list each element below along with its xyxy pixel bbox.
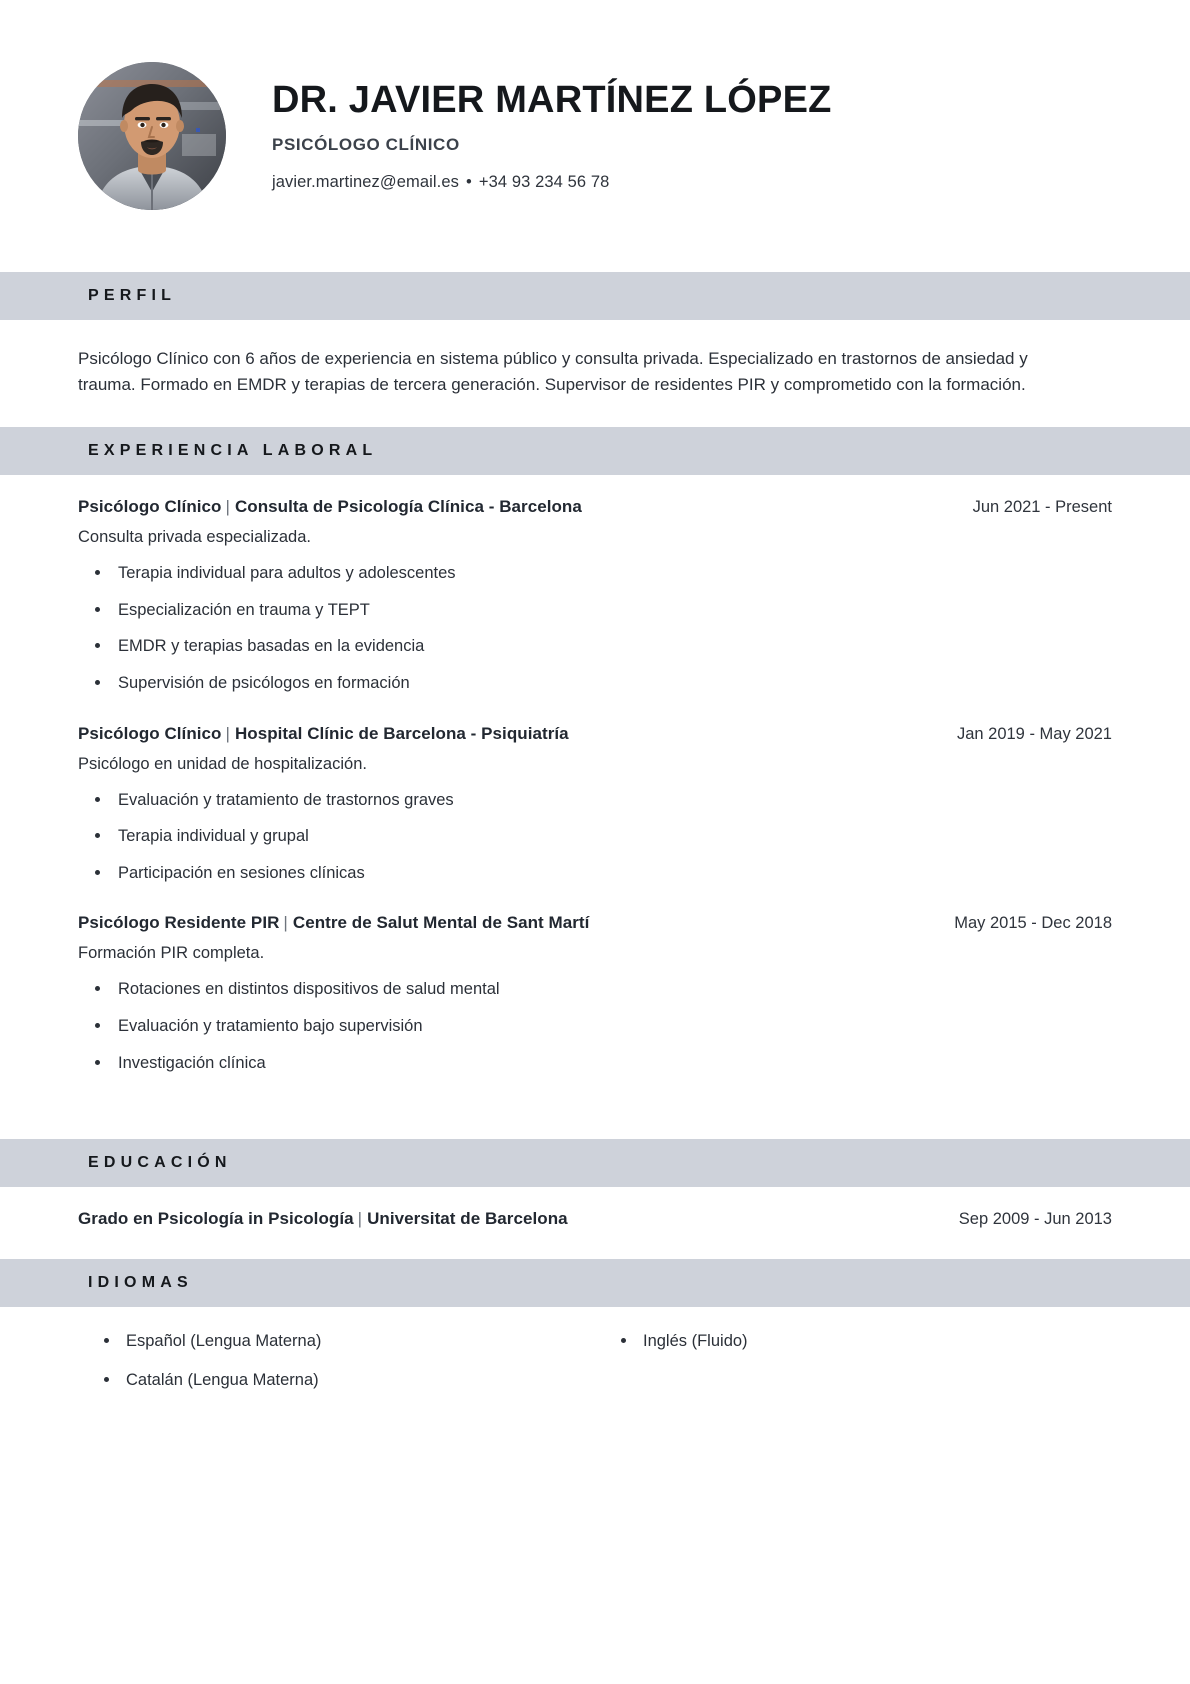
section-band-experience (0, 427, 1190, 475)
experience-section (0, 475, 1190, 1099)
education-school: Universitat de Barcelona (367, 1209, 568, 1229)
entry-org: Hospital Clínic de Barcelona - Psiquiatría (234, 723, 569, 743)
entry-org: Consulta de Psicología Clínica - Barcelona (234, 497, 582, 516)
section-spacer (0, 1099, 1190, 1139)
profile-section (0, 320, 1190, 427)
section-heading-languages: IDIOMAS (88, 1274, 193, 1292)
profile-photo-icon (78, 62, 226, 210)
list-item: Terapia individual para adultos y adolescentes (78, 563, 1112, 584)
experience-entry (78, 497, 1112, 694)
entry-title (78, 497, 582, 517)
entry-header (78, 1209, 1112, 1229)
list-item: Supervisión de psicólogos en formación (78, 673, 1112, 694)
entry-header (78, 913, 1112, 933)
list-item: Participación en sesiones clínicas (78, 863, 1112, 884)
education-entry (78, 1209, 1112, 1229)
phone-text: +34 93 234 56 78 (478, 173, 610, 192)
entry-bullets (78, 563, 1112, 694)
entry-summary: Formación PIR completa. (78, 944, 265, 963)
resume-header (0, 0, 1190, 272)
entry-title (78, 1209, 568, 1229)
entry-date: Sep 2009 - Jun 2013 (958, 1210, 1112, 1229)
section-heading-education: EDUCACIÓN (88, 1154, 232, 1172)
section-heading-profile: PERFIL (88, 287, 177, 304)
list-item: Terapia individual y grupal (78, 826, 1112, 847)
identity-block (272, 80, 1130, 193)
entry-date: Jun 2021 - Present (972, 498, 1112, 516)
entry-role: Psicólogo Clínico (78, 723, 222, 743)
entry-header (78, 724, 1112, 744)
entry-summary: Consulta privada especializada. (78, 528, 311, 546)
entry-org: Centre de Salut Mental de Sant Martí (292, 913, 590, 933)
list-item: Español (Lengua Materna) (78, 1331, 595, 1352)
section-band-languages (0, 1259, 1190, 1307)
job-title: PSICÓLOGO CLÍNICO (272, 135, 460, 155)
entry-bullets (78, 790, 1112, 884)
entry-date: Jan 2019 - May 2021 (956, 724, 1112, 743)
section-band-education (0, 1139, 1190, 1187)
entry-title (78, 913, 589, 933)
entry-pipe: | (225, 497, 230, 516)
email-text: javier.martinez@email.es (272, 173, 459, 192)
page-title: DR. JAVIER MARTÍNEZ LÓPEZ (272, 78, 832, 121)
education-list (78, 1187, 1112, 1259)
list-item: EMDR y terapias basadas en la evidencia (78, 636, 1112, 657)
entry-bullets (78, 979, 1112, 1073)
entry-role: Psicólogo Clínico (78, 497, 222, 516)
list-item: Rotaciones en distintos dispositivos de salud mental (78, 979, 1112, 1000)
list-item: Especialización en trauma y TEPT (78, 600, 1112, 621)
entry-pipe: | (225, 723, 230, 743)
contact-separator: • (465, 173, 472, 192)
entry-pipe: | (357, 1209, 363, 1229)
section-heading-experience: EXPERIENCIA LABORAL (88, 442, 378, 459)
contact-line (272, 173, 1130, 192)
avatar (78, 62, 226, 210)
entry-header (78, 497, 1112, 517)
list-item: Evaluación y tratamiento de trastornos graves (78, 790, 1112, 811)
languages-section (0, 1307, 1190, 1438)
entry-summary: Psicólogo en unidad de hospitalización. (78, 754, 367, 773)
entry-date: May 2015 - Dec 2018 (954, 914, 1112, 933)
experience-list (78, 475, 1112, 1099)
entry-role: Psicólogo Residente PIR (78, 913, 280, 933)
list-item: Inglés (Fluido) (595, 1331, 1112, 1352)
experience-entry (78, 724, 1112, 884)
list-item: Catalán (Lengua Materna) (78, 1370, 595, 1391)
education-section (0, 1187, 1190, 1259)
experience-entry (78, 913, 1112, 1073)
entry-pipe: | (283, 913, 288, 933)
profile-text: Psicólogo Clínico con 6 años de experiencia en sistema público y consulta privada. Especializado en trastornos de ansiedad y trauma. Formado en EMDR y terapias de tercera generación. Supervisor de residentes PIR y comprometido con la formación. (78, 349, 1028, 394)
languages-grid (78, 1307, 1112, 1438)
list-item: Evaluación y tratamiento bajo supervisión (78, 1016, 1112, 1037)
entry-title (78, 724, 569, 744)
section-band-profile (0, 272, 1190, 320)
education-degree: Grado en Psicología in Psicología (78, 1209, 354, 1229)
list-item: Investigación clínica (78, 1053, 1112, 1074)
